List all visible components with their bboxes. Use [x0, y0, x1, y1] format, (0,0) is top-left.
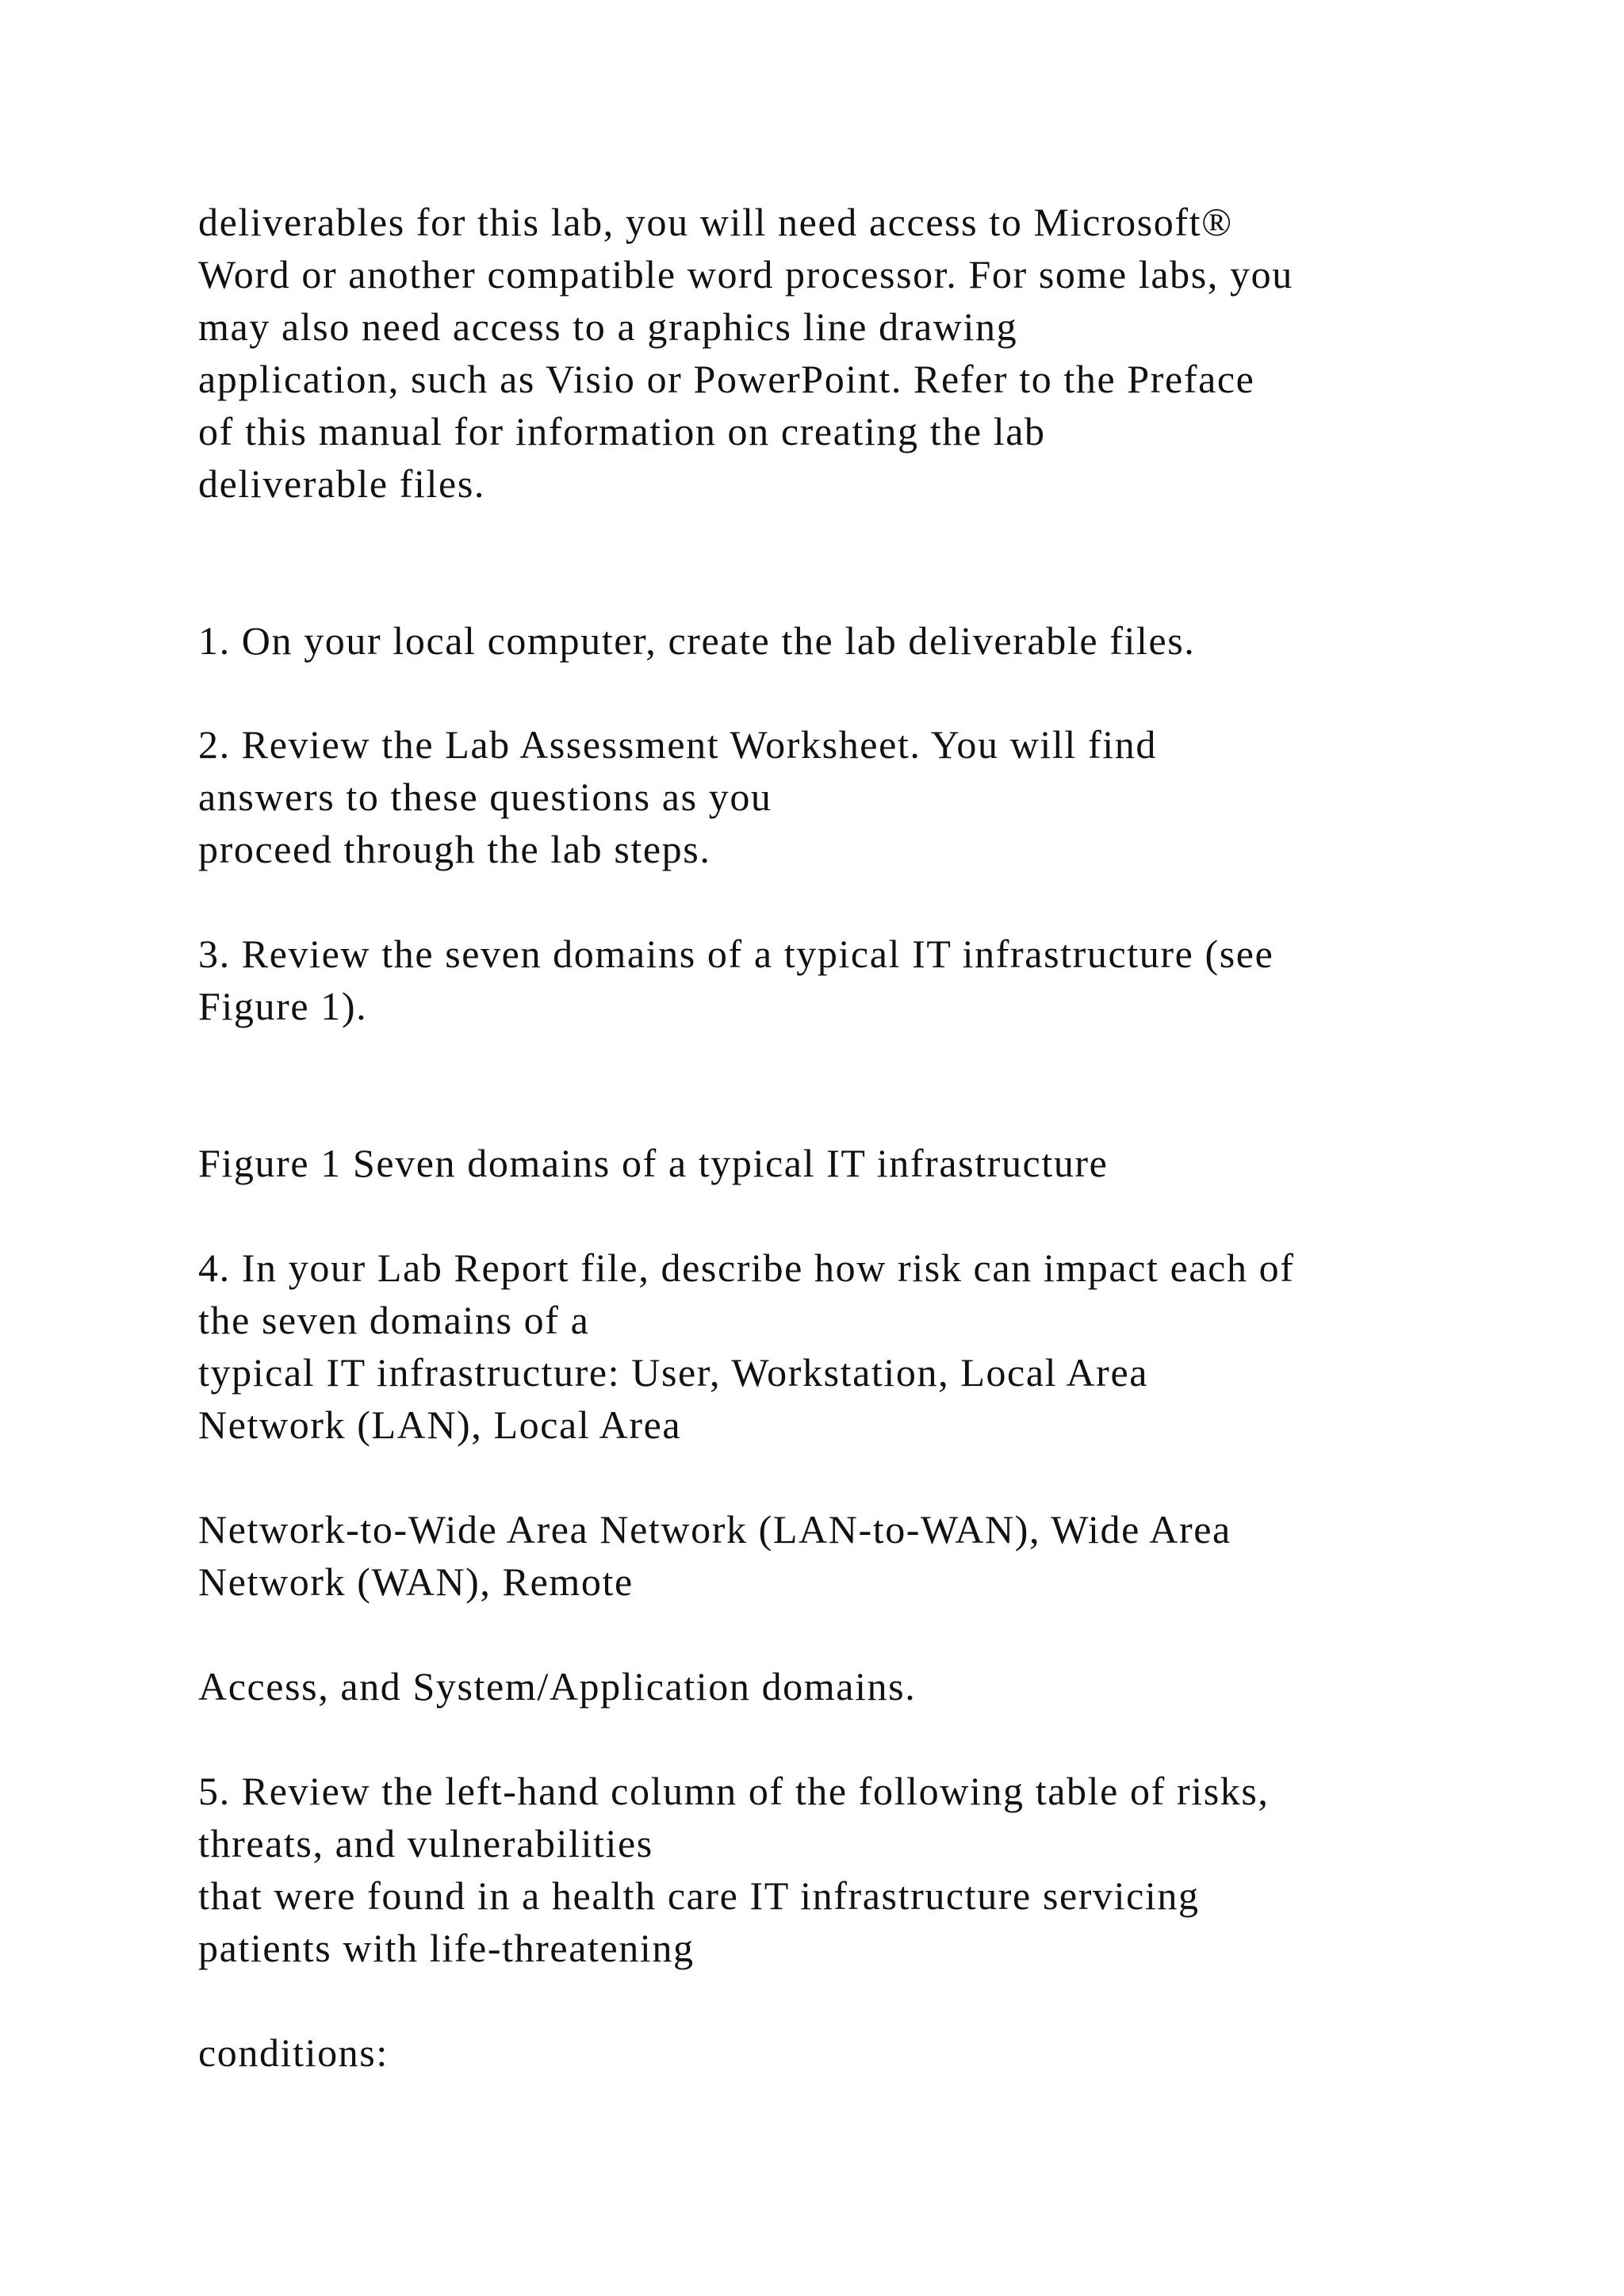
- step-2-line-1: 2. Review the Lab Assessment Worksheet. You will find: [198, 722, 1157, 767]
- intro-line-1: deliverables for this lab, you will need access to Microsoft®: [198, 200, 1233, 244]
- intro-line-6: deliverable files.: [198, 461, 485, 506]
- step-5-line-2: threats, and vulnerabilities: [198, 1821, 653, 1866]
- intro-line-3: may also need access to a graphics line drawing: [198, 304, 1018, 349]
- figure-caption: Figure 1 Seven domains of a typical IT infrastructure: [198, 1141, 1109, 1185]
- step-2-line-3: proceed through the lab steps.: [198, 827, 711, 871]
- step-4-line-7: Access, and System/Application domains.: [198, 1664, 917, 1709]
- step-4-line-2: the seven domains of a: [198, 1298, 590, 1342]
- step-4-line-6: Network (WAN), Remote: [198, 1559, 634, 1604]
- step-5-line-4: patients with life-threatening: [198, 1926, 695, 1970]
- step-5-line-1: 5. Review the left-hand column of the following table of risks,: [198, 1769, 1270, 1813]
- step-3-line-2: Figure 1).: [198, 984, 368, 1028]
- intro-line-2: Word or another compatible word processor. For some labs, you: [198, 252, 1293, 297]
- step-5-line-3: that were found in a health care IT infrastructure servicing: [198, 1873, 1200, 1918]
- step-4-line-4: Network (LAN), Local Area: [198, 1402, 682, 1447]
- intro-line-5: of this manual for information on creating the lab: [198, 409, 1046, 453]
- step-4-line-1: 4. In your Lab Report file, describe how risk can impact each of: [198, 1246, 1295, 1290]
- step-1-line-1: 1. On your local computer, create the lab deliverable files.: [198, 618, 1196, 663]
- step-4-line-5: Network-to-Wide Area Network (LAN-to-WAN), Wide Area: [198, 1507, 1231, 1552]
- step-3-line-1: 3. Review the seven domains of a typical IT infrastructure (see: [198, 932, 1274, 976]
- step-2-line-2: answers to these questions as you: [198, 775, 772, 819]
- step-5-line-5: conditions:: [198, 2030, 389, 2075]
- step-4-line-3: typical IT infrastructure: User, Workstation, Local Area: [198, 1350, 1149, 1395]
- intro-line-4: application, such as Visio or PowerPoint. Refer to the Preface: [198, 357, 1255, 401]
